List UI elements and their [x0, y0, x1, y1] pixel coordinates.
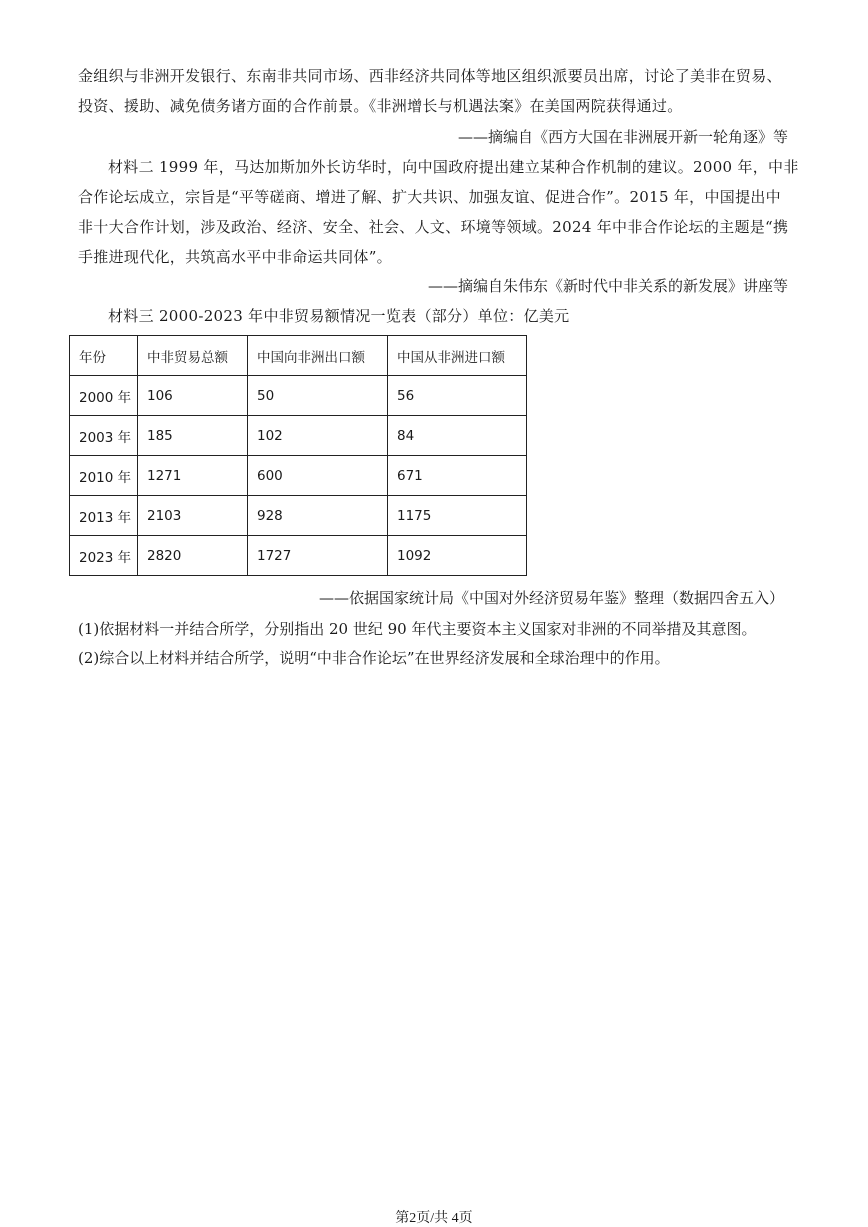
cell-total: 1271 — [138, 456, 248, 496]
header-total: 中非贸易总额 — [138, 336, 248, 376]
material1-line-1: 金组织与非洲开发银行、东南非共同市场、西非经济共同体等地区组织派要员出席，讨论了美非在贸易、 — [78, 67, 782, 85]
cell-total: 2103 — [138, 496, 248, 536]
question-1: (1)依据材料一并结合所学，分别指出 20 世纪 90 年代主要资本主义国家对非洲的不同举措及其意图。 — [78, 620, 757, 638]
page-number: 第2页/共 4页 — [395, 1211, 473, 1226]
cell-total: 185 — [138, 416, 248, 456]
cell-export: 928 — [248, 496, 388, 536]
material3-source: ——依据国家统计局《中国对外经济贸易年鉴》整理（数据四舍五入） — [318, 589, 784, 607]
cell-year: 2013 年 — [70, 496, 138, 536]
cell-import: 56 — [388, 376, 527, 416]
material2-line-4: 手推进现代化，共筑高水平中非命运共同体”。 — [78, 248, 392, 266]
cell-export: 1727 — [248, 536, 388, 576]
material2-line-1: 材料二 1999 年，马达加斯加外长访华时，向中国政府提出建立某种合作机制的建议。2000 年，中非 — [108, 158, 799, 176]
material1-source: ——摘编自《西方大国在非洲展开新一轮角逐》等 — [457, 128, 788, 146]
table-header-row — [70, 336, 527, 376]
table-row — [70, 416, 527, 456]
trade-table — [69, 335, 527, 576]
header-year: 年份 — [70, 336, 138, 376]
cell-year: 2010 年 — [70, 456, 138, 496]
material3-caption: 材料三 2000-2023 年中非贸易额情况一览表（部分）单位：亿美元 — [108, 307, 570, 325]
cell-import: 1092 — [388, 536, 527, 576]
material2-source: ——摘编自朱伟东《新时代中非关系的新发展》讲座等 — [427, 277, 788, 295]
cell-export: 600 — [248, 456, 388, 496]
table-row — [70, 496, 527, 536]
cell-year: 2000 年 — [70, 376, 138, 416]
material1-line-2: 投资、援助、减免债务诸方面的合作前景。《非洲增长与机遇法案》在美国两院获得通过。 — [78, 97, 683, 115]
cell-export: 102 — [248, 416, 388, 456]
table-row — [70, 456, 527, 496]
cell-import: 1175 — [388, 496, 527, 536]
cell-export: 50 — [248, 376, 388, 416]
cell-total: 2820 — [138, 536, 248, 576]
cell-total: 106 — [138, 376, 248, 416]
question-2: (2)综合以上材料并结合所学，说明“中非合作论坛”在世界经济发展和全球治理中的作用。 — [78, 649, 670, 667]
material2-line-3: 非十大合作计划，涉及政治、经济、安全、社会、人文、环境等领域。2024 年中非合作论坛的主题是“携 — [78, 218, 789, 236]
header-export: 中国向非洲出口额 — [248, 336, 388, 376]
header-import: 中国从非洲进口额 — [388, 336, 527, 376]
table-row — [70, 536, 527, 576]
cell-year: 2003 年 — [70, 416, 138, 456]
cell-import: 671 — [388, 456, 527, 496]
material2-line-2: 合作论坛成立，宗旨是“平等磋商、增进了解、扩大共识、加强友谊、促进合作”。2015 年，中国提出中 — [78, 188, 781, 206]
table-row — [70, 376, 527, 416]
cell-year: 2023 年 — [70, 536, 138, 576]
cell-import: 84 — [388, 416, 527, 456]
